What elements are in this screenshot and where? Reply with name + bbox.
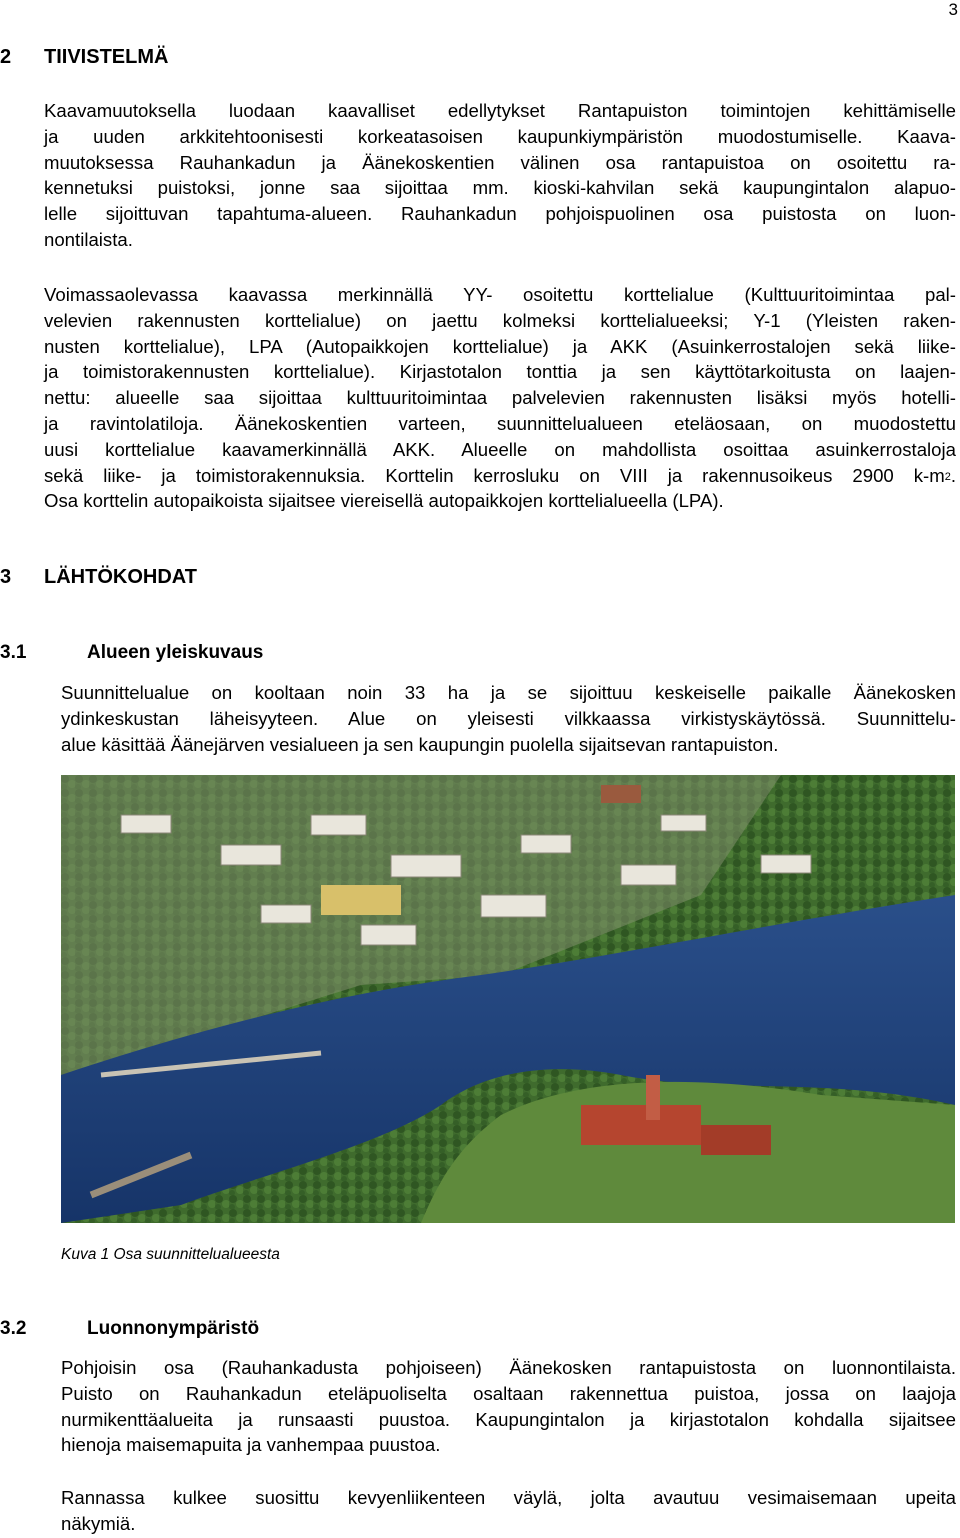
text-line: Suunnittelualue on kooltaan noin 33 ha ja se sijoittuu keskeiselle paikalle Äänekosken (61, 682, 956, 703)
figure-caption: Kuva 1 Osa suunnittelualueesta (61, 1246, 280, 1263)
nature-paragraph-2 (61, 1485, 956, 1537)
superscript: 2 (944, 470, 951, 483)
text-line: ja uuden arkkitehtoonisesti korkeatasoisen kaupunkiympäristön muodostumiselle. Kaava- (44, 125, 956, 147)
heading-number: 2 (0, 46, 12, 68)
nature-paragraph-1 (61, 1355, 956, 1458)
heading-lahtokohdat (0, 566, 197, 589)
text-line: ydinkeskustan läheisyyteen. Alue on yleisesti vilkkaassa virkistyskäytössä. Suunnittelu- (61, 707, 956, 729)
text-line: nurmikenttäalueita ja runsaasti puustoa. Kaupungintalon ja kirjastotalon kohdalla sijaitsee (61, 1408, 956, 1430)
text-line: nusten korttelialue), LPA (Autopaikkojen korttelialue) ja AKK (Asuinkerrostalojen sekä liike- (44, 335, 956, 357)
text-line: hienoja maisemapuita ja vanhempaa puustoa. (61, 1434, 441, 1456)
heading-title: Luonnonympäristö (87, 1318, 260, 1339)
text-line: kennetuksi puistoksi, jonne saa sijoittaa mm. kioski-kahvilan sekä kaupungintalon alapuo- (44, 177, 956, 199)
heading-number: 3.1 (0, 642, 27, 663)
text-line: Kaavamuutoksella luodaan kaavalliset edellytykset Rantapuiston toimintojen kehittämiselle (44, 100, 956, 121)
text-line: näkymiä. (61, 1512, 136, 1534)
text-line: nontilaista. (44, 228, 133, 250)
text-line: ja ravintolatiloja. Äänekoskentien varteen, suunnittelualueen eteläosaan, on muodostettu (44, 412, 956, 434)
aerial-photo (61, 775, 955, 1223)
text-line: Rannassa kulkee suosittu kevyenliikenteen väylä, jolta avautuu vesimaisemaan upeita (61, 1487, 956, 1508)
heading-title: TIIVISTELMÄ (44, 46, 169, 68)
text-line: Osa korttelin autopaikoista sijaitsee viereisellä autopaikkojen korttelialueella (LPA). (44, 490, 724, 512)
heading-title: LÄHTÖKOHDAT (44, 566, 197, 588)
summary-paragraph-1 (44, 98, 956, 253)
text-line: nettu: alueelle saa sijoittaa kulttuuritoimintaa palvelevien rakennusten lisäksi myös hotelli- (44, 387, 956, 409)
heading-number: 3 (0, 566, 12, 588)
summary-paragraph-2 (44, 282, 956, 514)
heading-3-1 (0, 642, 263, 664)
heading-3-2 (0, 1318, 259, 1340)
text-line: lelle sijoittuvan tapahtuma-alueen. Rauhankadun pohjoispuolinen osa puistosta on luon- (44, 203, 956, 225)
text-line: uusi korttelialue kaavamerkinnällä AKK. Alueelle on mahdollista osoittaa asuinkerrostaloja (44, 438, 956, 460)
text-line: Pohjoisin osa (Rauhankadusta pohjoiseen) Äänekosken rantapuistosta on luonnontilaista. (61, 1357, 956, 1378)
text-line: Voimassaolevassa kaavassa merkinnällä YY- osoitettu korttelialue (Kulttuuritoimintaa pal- (44, 284, 956, 305)
heading-tiivistelma (0, 46, 168, 69)
text-line: velevien rakennusten korttelialue) on jaettu kolmeksi korttelialueeksi; Y-1 (Yleisten raken- (44, 309, 956, 331)
text-line: Puisto on Rauhankadun eteläpuoliselta osaltaan rakennettua puistoa, jossa on laajoja (61, 1382, 956, 1404)
overview-paragraph (61, 680, 956, 757)
heading-title: Alueen yleiskuvaus (87, 642, 264, 663)
text-line: alue käsittää Äänejärven vesialueen ja sen kaupungin puolella sijaitsevan rantapuiston. (61, 733, 779, 755)
text-line: ja toimistorakennusten korttelialue). Kirjastotalon tonttia ja sen käyttötarkoitusta on laajen- (44, 361, 956, 383)
text-line: sekä liike- ja toimistorakennuksia. Korttelin kerrosluku on VIII ja rakennusoikeus 2900 $k-m^2$. (44, 464, 956, 486)
heading-number: 3.2 (0, 1318, 27, 1339)
text-line-content: sekä liike- ja toimistorakennuksia. Korttelin kerrosluku on VIII ja rakennusoikeus 2900 k-m (44, 464, 945, 486)
text-line: muutoksessa Rauhankadun ja Äänekoskentien välinen osa rantapuistoa on osoitettu ra- (44, 151, 956, 173)
page-number: 3 (948, 0, 958, 19)
